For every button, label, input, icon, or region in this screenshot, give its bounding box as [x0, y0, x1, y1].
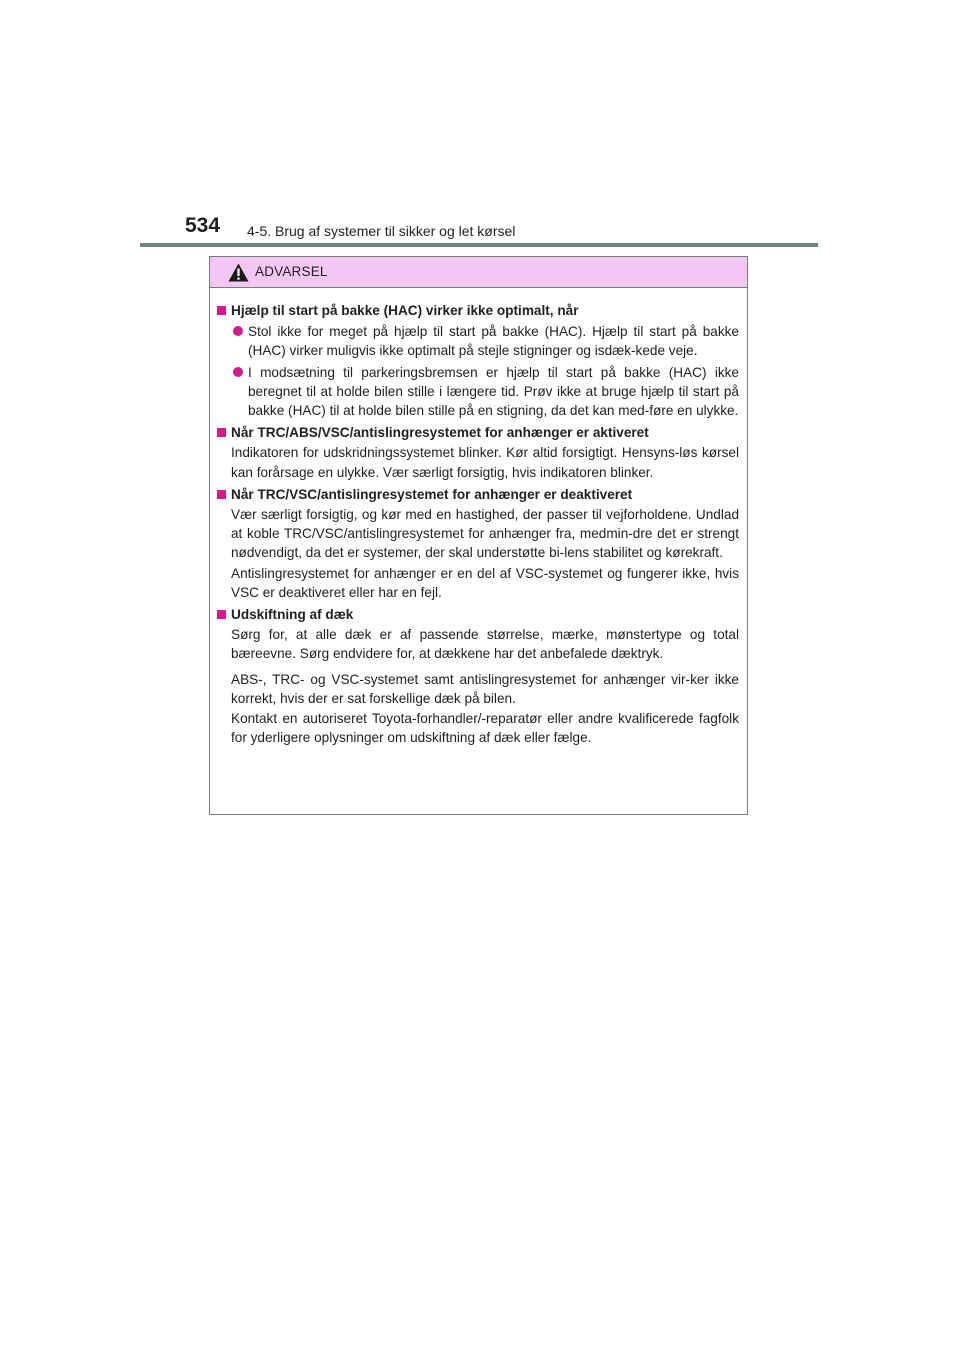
warning-triangle-icon — [228, 263, 249, 282]
warning-header — [210, 257, 747, 288]
bullet-text: I modsætning til parkeringsbremsen er hjælp til start på bakke (HAC) ikke beregnet til at holde bilen stille i længere tid. Prøv ikke at bruge hjælp til start på bakke (HAC) til at holde bilen stille på en stigning, da det kan med-føre en ulykke. — [248, 364, 739, 419]
header-divider — [140, 243, 818, 247]
item-title: Udskiftning af dæk — [231, 607, 354, 623]
item-paragraph: Antislingresystemet for anhænger er en del af VSC-systemet og fungerer ikke, hvis VSC er deaktiveret eller har en fejl. — [231, 565, 739, 600]
bullet-item — [231, 322, 739, 360]
warning-box — [209, 256, 748, 815]
item-title: Når TRC/ABS/VSC/antislingresystemet for anhænger er aktiveret — [231, 425, 649, 441]
item-paragraph: Indikatoren for udskridningssystemet blinker. Kør altid forsigtigt. Hensyns-løs kørsel kan forårsage en ulykke. Vær særligt forsigtig, hvis indikatoren blinker. — [231, 445, 739, 480]
warning-item-deactivated — [217, 485, 739, 602]
item-paragraph: ABS-, TRC- og VSC-systemet samt antislingresystemet for anhænger vir-ker ikke korrekt, hvis der er sat forskellige dæk på bilen. — [231, 671, 739, 706]
warning-item-hac — [217, 301, 739, 420]
section-marker-icon — [217, 490, 226, 499]
section-marker-icon — [217, 428, 226, 437]
bullet-text: Stol ikke for meget på hjælp til start på bakke (HAC). Hjælp til start på bakke (HAC) virker muligvis ikke optimalt på stejle stigninger og isdæk-kede veje. — [248, 324, 739, 359]
page-header — [185, 214, 825, 246]
section-marker-icon — [217, 610, 226, 619]
warning-item-tyres — [217, 605, 739, 747]
bullet-dot-icon — [233, 326, 243, 336]
bullet-dot-icon — [233, 367, 243, 377]
warning-label: ADVARSEL — [255, 264, 328, 279]
bullet-item — [231, 363, 739, 421]
warning-body — [210, 288, 747, 747]
page-number: 534 — [185, 214, 221, 237]
item-paragraph: Vær særligt forsigtig, og kør med en hastighed, der passer til vejforholdene. Undlad at koble TRC/VSC/antislingresystemet for anhænger fra, medmin-dre det er strengt nødvendigt, da det er systemer, der skal understøtte bi-lens stabilitet og kørekraft. — [231, 507, 739, 561]
item-paragraph: Kontakt en autoriseret Toyota-forhandler/-reparatør eller andre kvalificerede fagfolk for yderligere oplysninger om udskiftning af dæk eller fælge. — [231, 711, 739, 746]
item-title: Hjælp til start på bakke (HAC) virker ikke optimalt, når — [231, 303, 579, 318]
item-paragraph: Sørg for, at alle dæk er af passende størrelse, mærke, mønstertype og total bæreevne. Sørg endvidere for, at dækkene har det anbefalede dæktryk. — [231, 627, 739, 662]
section-title: 4-5. Brug af systemer til sikker og let kørsel — [247, 223, 516, 239]
section-marker-icon — [217, 306, 226, 315]
item-title: Når TRC/VSC/antislingresystemet for anhænger er deaktiveret — [231, 486, 633, 502]
warning-item-activated — [217, 423, 739, 482]
